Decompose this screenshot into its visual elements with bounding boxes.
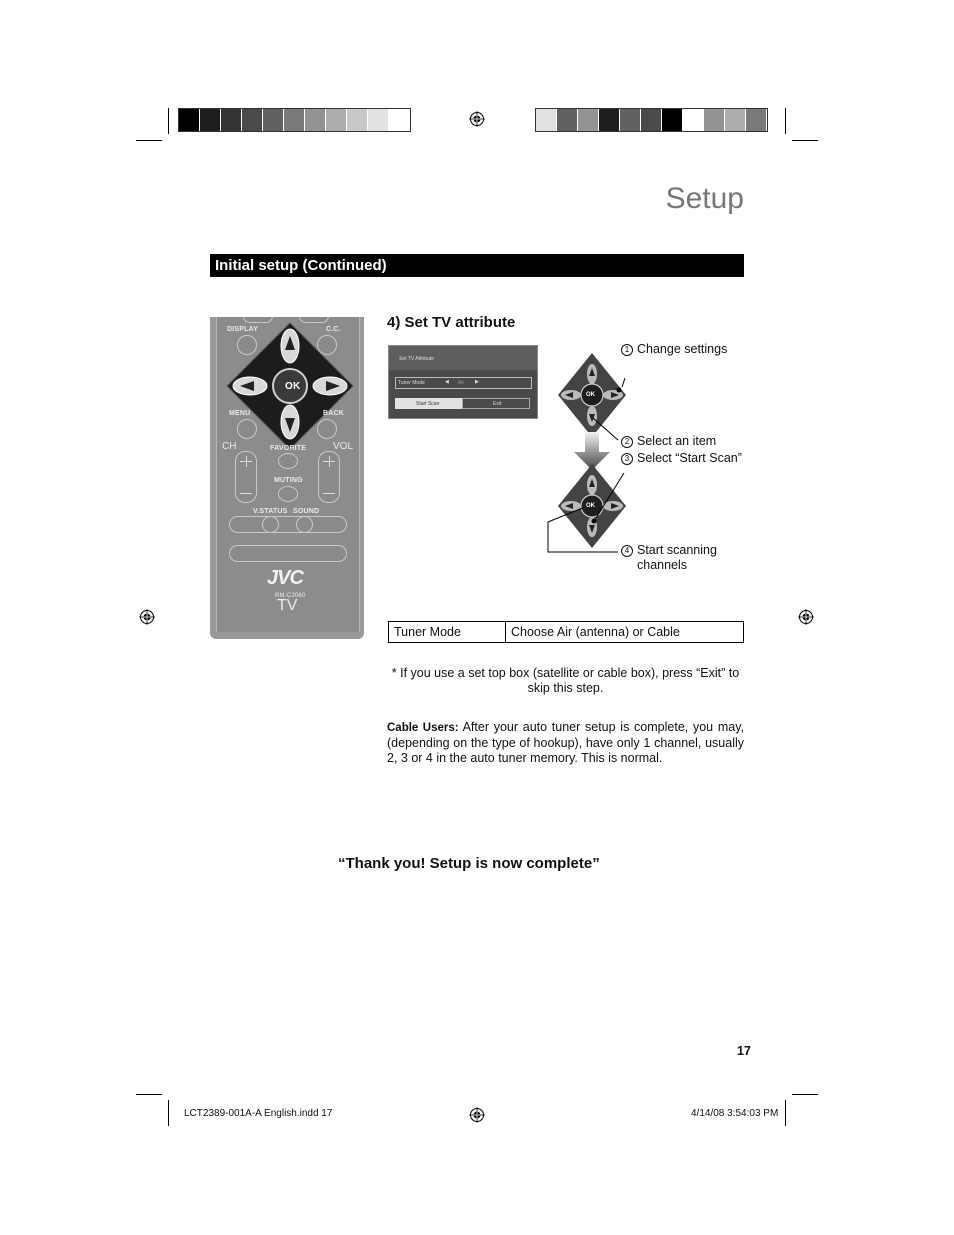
completion-message: “Thank you! Setup is now complete” bbox=[338, 855, 600, 872]
cable-users-text: After your auto tuner setup is complete, you may, (depending on the type of hookup), have only 1 channel, usually 2, 3 or 4 in the auto tuner memory. This is normal. bbox=[387, 720, 744, 765]
registration-target-icon bbox=[469, 111, 485, 127]
step-heading: 4) Set TV attribute bbox=[387, 314, 516, 331]
callout-text: Select an item bbox=[637, 434, 717, 448]
crop-mark bbox=[792, 1094, 818, 1095]
set-top-box-note: * If you use a set top box (satellite or cable box), press “Exit” to skip this step. bbox=[391, 666, 740, 695]
table-cell-description: Choose Air (antenna) or Cable bbox=[511, 625, 680, 639]
remote-face bbox=[216, 317, 360, 632]
sound-button bbox=[296, 516, 313, 533]
favorite-button bbox=[278, 453, 298, 469]
crop-mark bbox=[168, 1100, 169, 1126]
section-header: Initial setup (Continued) bbox=[210, 254, 744, 277]
color-swatch bbox=[725, 109, 746, 131]
back-label: BACK bbox=[323, 410, 345, 417]
back-button bbox=[317, 419, 337, 439]
color-swatch bbox=[536, 109, 557, 131]
vstatus-sound-bar bbox=[229, 516, 347, 533]
color-swatch bbox=[620, 109, 641, 131]
color-swatch bbox=[347, 109, 368, 131]
color-swatch bbox=[200, 109, 221, 131]
exit-label: Exit bbox=[493, 401, 502, 407]
color-swatch bbox=[662, 109, 683, 131]
footer-timestamp: 4/14/08 3:54:03 PM bbox=[691, 1108, 779, 1119]
color-swatch bbox=[557, 109, 578, 131]
color-swatch bbox=[389, 109, 410, 131]
vol-up-icon bbox=[329, 456, 330, 467]
registration-target-icon bbox=[798, 609, 814, 625]
step-number-1: 1 bbox=[621, 344, 633, 356]
ok-label-bottom: OK bbox=[586, 503, 595, 509]
color-swatch bbox=[326, 109, 347, 131]
tuner-mode-value: Air bbox=[458, 380, 465, 386]
vstatus-button bbox=[262, 516, 279, 533]
color-swatch bbox=[284, 109, 305, 131]
crop-mark bbox=[168, 108, 169, 134]
ch-up-icon bbox=[246, 456, 247, 467]
color-swatch bbox=[599, 109, 620, 131]
color-swatch bbox=[641, 109, 662, 131]
callout-text: Change settings bbox=[637, 342, 728, 356]
remote-bottom-bar bbox=[229, 545, 347, 562]
ch-down-icon bbox=[240, 493, 252, 494]
color-swatch bbox=[683, 109, 704, 131]
muting-button bbox=[278, 486, 298, 502]
menu-button bbox=[237, 419, 257, 439]
crop-mark bbox=[792, 140, 818, 141]
color-swatch bbox=[263, 109, 284, 131]
color-calibration-bar-right bbox=[535, 108, 768, 132]
color-calibration-bar-left bbox=[178, 108, 411, 132]
menu-title: Set TV Attribute bbox=[399, 356, 434, 362]
jvc-logo: JVC bbox=[267, 567, 303, 589]
ch-label: CH bbox=[222, 441, 237, 452]
left-arrow-icon: ◀ bbox=[445, 379, 449, 385]
crop-mark bbox=[136, 140, 162, 141]
cable-users-label: Cable Users: bbox=[387, 722, 459, 734]
color-swatch bbox=[242, 109, 263, 131]
tuner-mode-label: Tuner Mode bbox=[398, 380, 425, 386]
page-number: 17 bbox=[737, 1044, 751, 1058]
start-scan-label: Start Scan bbox=[416, 401, 440, 407]
callout-start-scanning bbox=[621, 543, 717, 558]
crop-mark bbox=[785, 108, 786, 134]
callout-text: Select “Start Scan” bbox=[637, 451, 742, 465]
table-cell-setting: Tuner Mode bbox=[389, 622, 506, 642]
cc-label: C.C. bbox=[326, 326, 341, 333]
color-swatch bbox=[578, 109, 599, 131]
display-label: DISPLAY bbox=[227, 326, 259, 333]
sound-label: SOUND bbox=[293, 508, 320, 515]
step-number-2: 2 bbox=[621, 436, 633, 448]
cable-users-paragraph bbox=[387, 720, 744, 766]
color-swatch bbox=[305, 109, 326, 131]
color-swatch bbox=[746, 109, 767, 131]
menu-label: MENU bbox=[229, 410, 251, 417]
page-title: Setup bbox=[665, 182, 744, 215]
callout-text: Start scanning bbox=[637, 543, 717, 557]
color-swatch bbox=[368, 109, 389, 131]
muting-label: MUTING bbox=[274, 477, 303, 484]
favorite-label: FAVORITE bbox=[270, 445, 307, 452]
color-swatch bbox=[179, 109, 200, 131]
right-arrow-icon: ▶ bbox=[475, 379, 479, 385]
crop-mark bbox=[785, 1100, 786, 1126]
callout-change-settings bbox=[621, 342, 727, 357]
vstatus-label: V.STATUS bbox=[253, 508, 288, 515]
tuner-mode-table bbox=[388, 621, 744, 643]
tv-label: TV bbox=[277, 597, 298, 614]
color-swatch bbox=[221, 109, 242, 131]
step-number-4: 4 bbox=[621, 545, 633, 557]
step-number-3: 3 bbox=[621, 453, 633, 465]
callout-select-item bbox=[621, 434, 716, 449]
ok-label: OK bbox=[285, 381, 301, 392]
vol-down-icon bbox=[323, 493, 335, 494]
footer-filename: LCT2389-001A-A English.indd 17 bbox=[184, 1108, 333, 1119]
color-swatch bbox=[704, 109, 725, 131]
ok-label-top: OK bbox=[586, 392, 595, 398]
registration-target-icon bbox=[139, 609, 155, 625]
registration-target-icon bbox=[469, 1107, 485, 1123]
callout-start-scanning-line2: channels bbox=[637, 558, 688, 572]
model-label: RM-C2060 bbox=[275, 593, 306, 599]
remote-control-illustration bbox=[210, 317, 364, 639]
crop-mark bbox=[136, 1094, 162, 1095]
vol-label: VOL bbox=[333, 441, 354, 452]
callout-select-start-scan bbox=[621, 451, 742, 466]
tv-menu-screenshot bbox=[388, 345, 538, 419]
